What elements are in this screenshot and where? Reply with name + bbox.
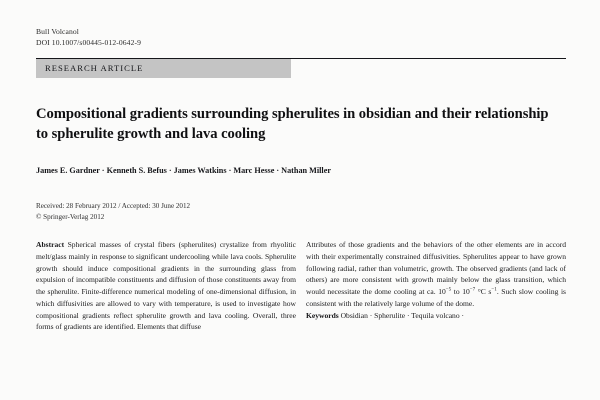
received-accepted-dates: Received: 28 February 2012 / Accepted: 30 June 2012 <box>36 202 191 211</box>
abstract-text-right-part3: °C s <box>475 287 492 297</box>
page-content <box>36 0 566 400</box>
abstract-text-right-part1: Attributes of those gradients and the behaviors of the other elements are in accord with their experimentally constrained diffusivities. Spherulites appear to have grown following radial, rather than volumetric, growth. The observed gradients (and lack of others) are more consistent with growth mainly below the glass transition, which would necessitate the dome cooling at ca. 10 <box>306 240 566 297</box>
abstract-heading: Abstract <box>36 240 65 250</box>
author-list: James E. Gardner · Kenneth S. Befus · James Watkins · Marc Hesse · Nathan Miller <box>36 165 331 175</box>
publication-info <box>36 201 566 222</box>
abstract-text-right-part4: . Such slow cooling is consistent with the relatively large volume of the dome. <box>306 287 566 308</box>
cooling-rate-exponent-2: −7 <box>469 286 476 293</box>
research-article-banner <box>36 59 291 78</box>
keywords-heading: Keywords <box>306 310 339 320</box>
keywords-list: Obsidian · Spherulite · Tequila volcano · <box>338 310 464 320</box>
abstract-paragraph-continued <box>306 239 566 310</box>
abstract-text-right-part2: to 10 <box>451 287 470 297</box>
journal-doi: DOI 10.1007/s00445-012-0642-9 <box>36 38 141 48</box>
research-article-label: RESEARCH ARTICLE <box>45 63 144 74</box>
abstract-columns <box>36 239 566 333</box>
abstract-column-right <box>306 239 566 333</box>
copyright-line: © Springer-Verlag 2012 <box>36 212 105 221</box>
page-title: Compositional gradients surrounding spherulites in obsidian and their relationship to spherulite growth and lava cooling <box>36 105 549 143</box>
abstract-column-left <box>36 239 296 333</box>
cooling-rate-exponent-1: −5 <box>445 286 452 293</box>
cooling-rate-exponent-3: −1 <box>491 286 497 293</box>
journal-header <box>36 0 566 49</box>
section-rule <box>36 58 566 78</box>
abstract-paragraph <box>36 239 296 333</box>
keywords-line <box>306 310 566 322</box>
journal-name: Bull Volcanol <box>36 27 79 36</box>
abstract-text-left: Spherical masses of crystal fibers (spherulites) crystalize from rhyolitic melt/glass mainly in response to significant undercooling while lava cools. Spherulite growth should induce compositional gradients in the surrounding glass from expulsion of incompatible constituents and diffusion of those constituents away from the spherulite. Finite-difference numerical modeling of one-dimensional diffusion, in which diffusivities are allowed to vary with temperature, is used to investigate how compositional gradients reflect spherulite growth and lava cooling. Overall, three forms of gradients are identified. Elements that diffuse <box>36 240 296 332</box>
